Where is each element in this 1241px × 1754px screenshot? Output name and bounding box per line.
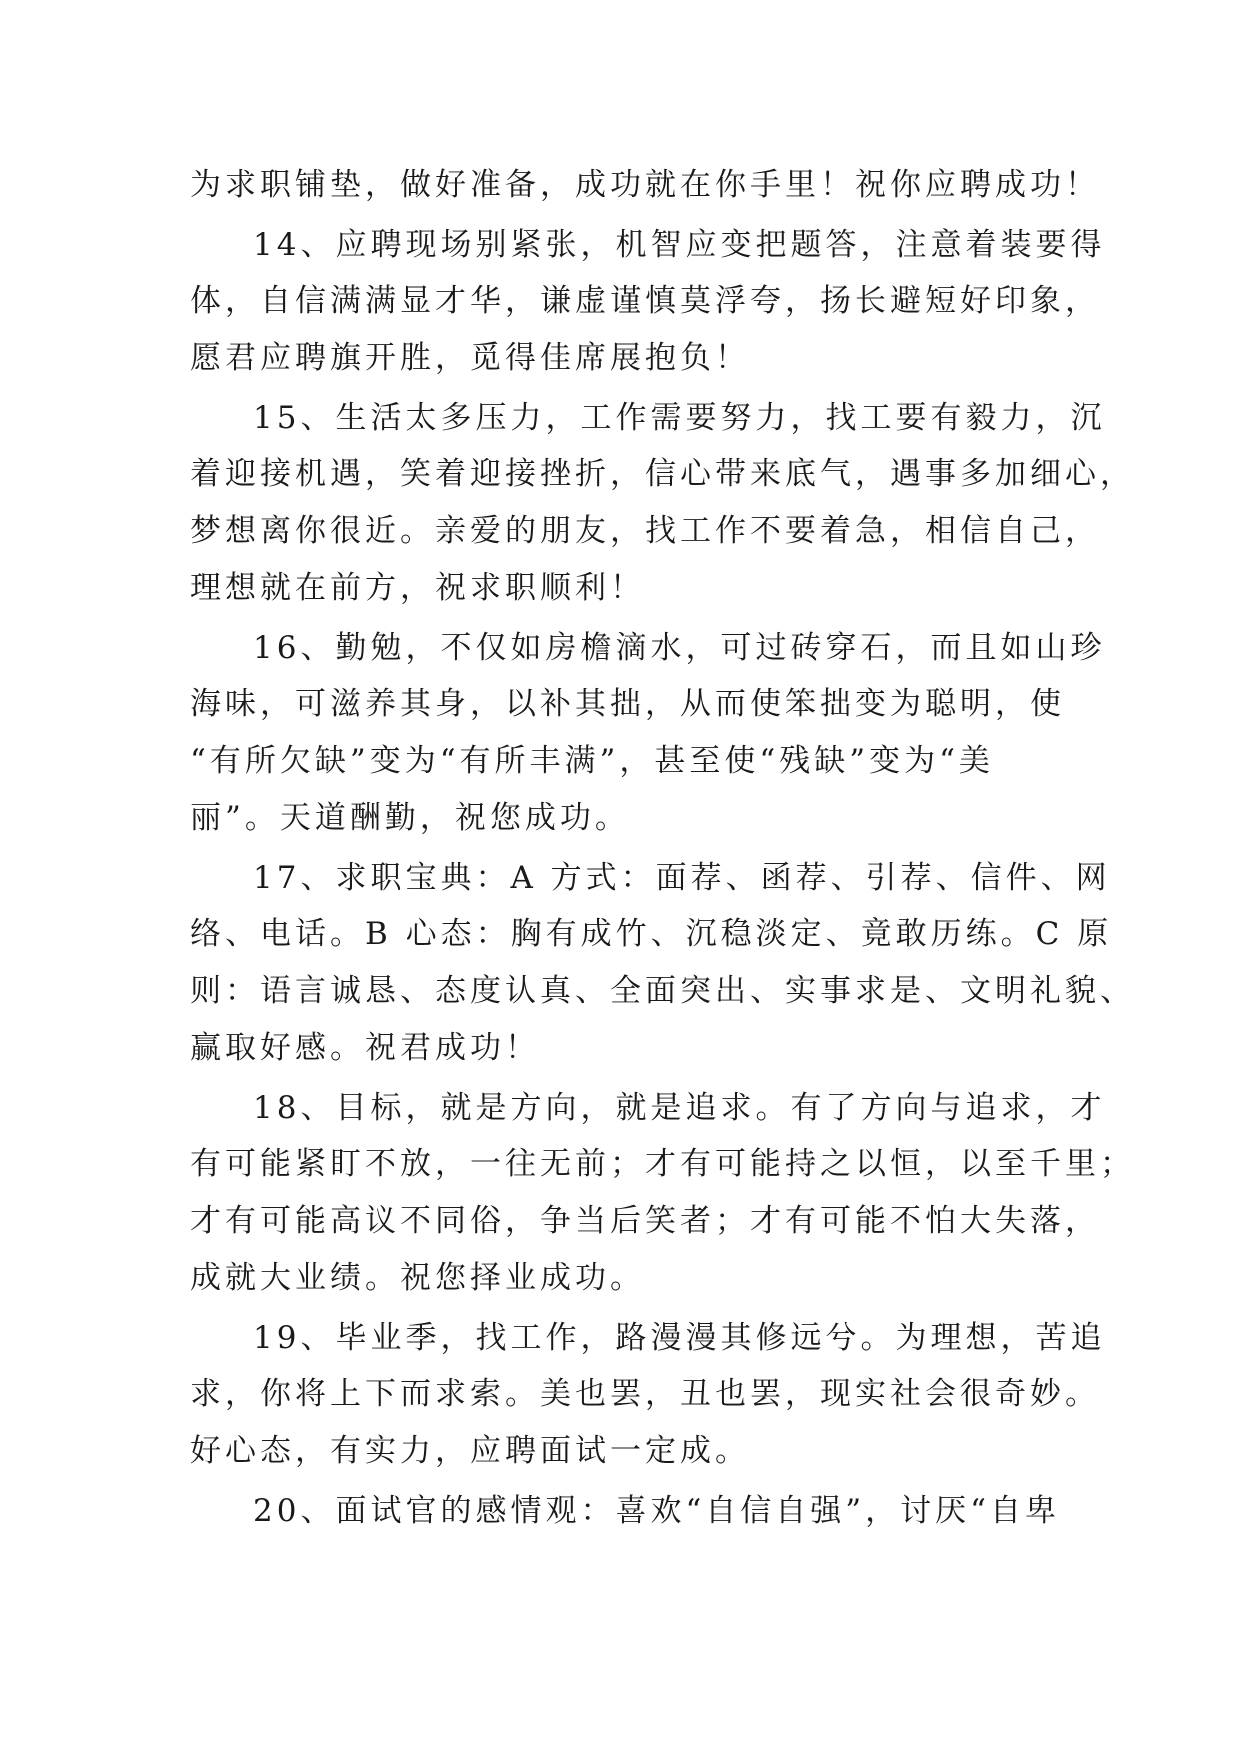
text-line: 为求职铺垫，做好准备，成功就在你手里！祝你应聘成功！ bbox=[190, 167, 1100, 203]
text-line: 体，自信满满显才华，谦虚谨慎莫浮夸，扬长避短好印象， bbox=[190, 283, 1100, 319]
text-line: 络、电话。B 心态：胸有成竹、沉稳淡定、竟敢历练。C 原 bbox=[190, 916, 1113, 952]
text-line: “有所欠缺”变为“有所丰满”，甚至使“残缺”变为“美 bbox=[190, 743, 994, 779]
text-line: 赢取好感。祝君成功！ bbox=[190, 1030, 540, 1066]
paragraph-15-line: 15、生活太多压力，工作需要努力，找工要有毅力，沉 bbox=[253, 400, 1106, 436]
paragraph-16-line: 16、勤勉，不仅如房檐滴水，可过砖穿石，而且如山珍 bbox=[253, 630, 1106, 666]
text-line: 丽”。天道酬勤，祝您成功。 bbox=[190, 800, 630, 836]
paragraph-20-line: 20、面试官的感情观：喜欢“自信自强”，讨厌“自卑 bbox=[253, 1493, 1060, 1529]
text-line: 成就大业绩。祝您择业成功。 bbox=[190, 1260, 645, 1296]
text-line: 理想就在前方，祝求职顺利！ bbox=[190, 570, 645, 606]
paragraph-14-line: 14、应聘现场别紧张，机智应变把题答，注意着装要得 bbox=[253, 227, 1106, 263]
paragraph-17-line: 17、求职宝典：A 方式：面荐、函荐、引荐、信件、网 bbox=[253, 860, 1111, 896]
text-line: 海味，可滋养其身，以补其拙，从而使笨拙变为聪明，使 bbox=[190, 686, 1065, 722]
text-line: 愿君应聘旗开胜，觅得佳席展抱负！ bbox=[190, 340, 750, 376]
text-line: 则：语言诚恳、态度认真、全面突出、实事求是、文明礼貌、 bbox=[190, 973, 1135, 1009]
text-line: 才有可能高议不同俗，争当后笑者；才有可能不怕大失落， bbox=[190, 1203, 1100, 1239]
text-line: 着迎接机遇，笑着迎接挫折，信心带来底气，遇事多加细心， bbox=[190, 456, 1135, 492]
paragraph-18-line: 18、目标，就是方向，就是追求。有了方向与追求，才 bbox=[253, 1090, 1106, 1126]
paragraph-19-line: 19、毕业季，找工作，路漫漫其修远兮。为理想，苦追 bbox=[253, 1320, 1106, 1356]
text-line: 求，你将上下而求索。美也罢，丑也罢，现实社会很奇妙。 bbox=[190, 1376, 1100, 1412]
text-line: 好心态，有实力，应聘面试一定成。 bbox=[190, 1433, 750, 1469]
text-line: 梦想离你很近。亲爱的朋友，找工作不要着急，相信自己， bbox=[190, 513, 1100, 549]
text-line: 有可能紧盯不放，一往无前；才有可能持之以恒，以至千里； bbox=[190, 1146, 1135, 1182]
